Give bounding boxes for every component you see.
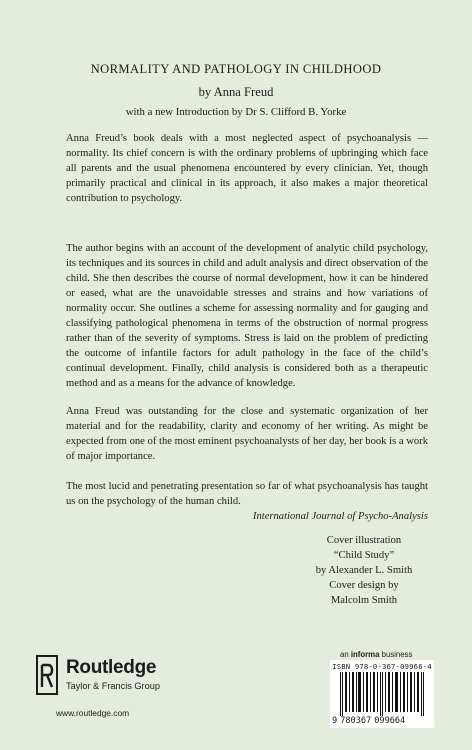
review-quote: The most lucid and penetrating presentation so far of what psychoanalysis has taught us on the psychology of the human child. (66, 481, 428, 507)
barcode-bars (334, 672, 430, 716)
description-paragraph-2: The author begins with an account of the development of analytic child psychology, its techniques and its sources in child and adult analysis and direct observation of the child. She then describes the course of normal development, how it can be hindered or eased, what are the unavoidable stresses and strains and how variations of normality occur. She outlines a scheme for assessing normality and for gauging and classifying pathological phenomena in terms of the obstruction of normal progress rather than of the severity of symptoms. Stress is laid on the problem of predicting the outcome of infantile factors for adult pathology in the face of the child’s continual development. Finally, child analysis is considered both as a therapeutic method and as a means for the advance of knowledge. (66, 243, 428, 389)
credit-line: by Alexander L. Smith (315, 565, 413, 576)
barcode-digit-group: 099664 (374, 716, 406, 726)
description-paragraph-3: Anna Freud was outstanding for the close and systematic organization of her material and for the readability, clarity and economy of her writing. As might be expected from one of the most eminent psychoanalysts of her day, her book is a work of major importance. (66, 406, 428, 462)
barcode-digit-group: 780367 (340, 716, 372, 726)
description-paragraph-1: Anna Freud’s book deals with a most neglected aspect of psychoanalysis — normality. Its chief concern is with the ordinary problems of upbringing which face all parents and the usual phenomena encountered by every clinician. Yet, though primarily practical and clinical in its approach, it also makes a major theoretical contribution to psychology. (66, 133, 428, 204)
review-source: International Journal of Psycho-Analysis (252, 511, 428, 522)
publisher-logo (36, 655, 236, 699)
credit-line: Cover illustration (326, 535, 402, 546)
credit-line: Malcolm Smith (330, 595, 398, 606)
credit-line: Cover design by (329, 580, 399, 591)
barcode-digit-group: 9 (332, 716, 338, 726)
informa-brand: informa (350, 650, 380, 659)
isbn-barcode (330, 660, 434, 728)
publisher-website: www.routledge.com (56, 708, 130, 718)
introduction-credit: with a new Introduction by Dr S. Clifford B. Yorke (125, 106, 347, 118)
credit-line: “Child Study” (333, 550, 395, 561)
routledge-r-icon (36, 655, 58, 695)
isbn-text: ISBN 978-0-367-09966-4 (332, 662, 432, 671)
book-author: by Anna Freud (198, 85, 274, 99)
cover-credits (300, 533, 428, 608)
informa-suffix: business (379, 650, 413, 659)
informa-business-label (340, 650, 412, 659)
informa-prefix: an (340, 650, 351, 659)
book-title: NORMALITY AND PATHOLOGY IN CHILDHOOD (90, 62, 382, 76)
barcode-digits (330, 716, 434, 726)
publisher-group: Taylor & Francis Group (66, 681, 160, 691)
publisher-name: Routledge (66, 657, 157, 678)
